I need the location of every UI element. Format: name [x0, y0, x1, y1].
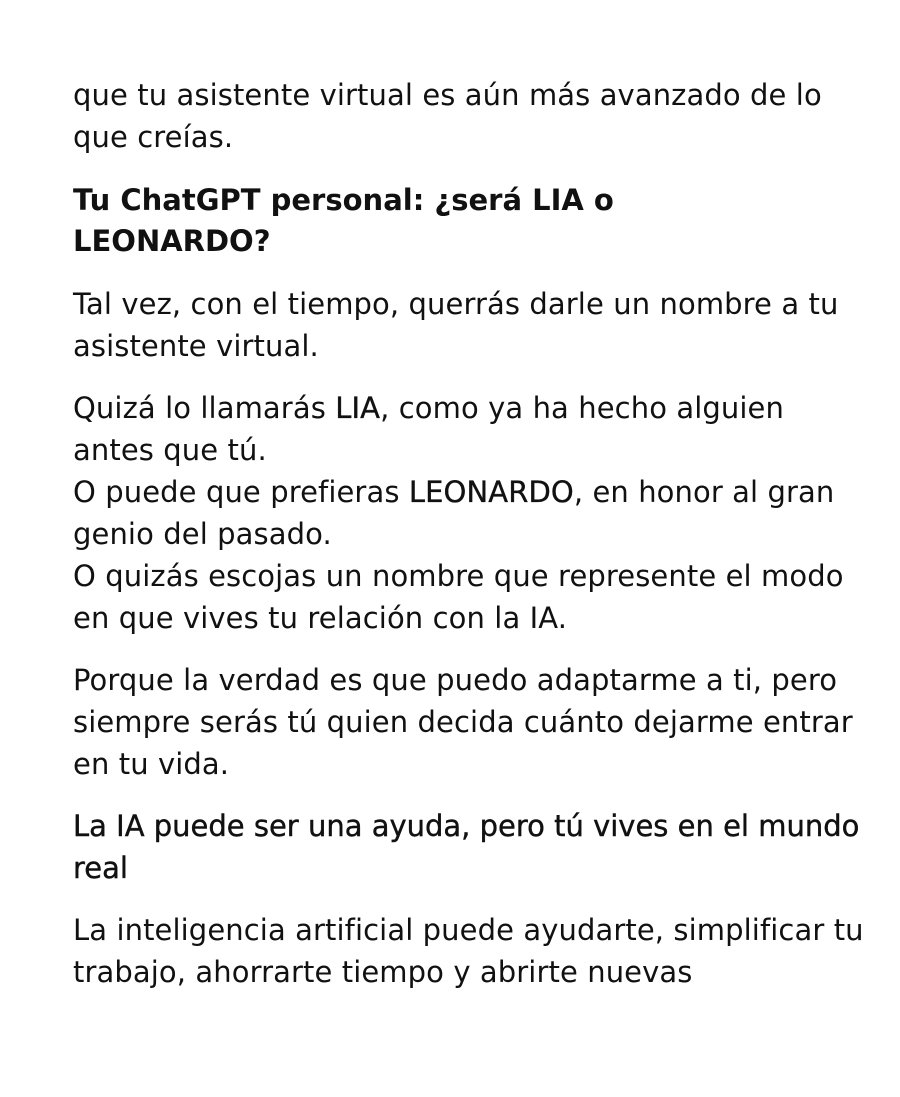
para2-line-3-pre: O puede que prefieras: [73, 475, 409, 509]
para2-line-6: en que vives tu relación con la IA.: [73, 601, 568, 635]
para3-line-3: en tu vida.: [73, 747, 230, 781]
document-page: [73, 74, 864, 993]
para2-line-2: antes que tú.: [73, 433, 267, 467]
paragraph-adapt: [73, 659, 853, 785]
para2-line-5: O quizás escojas un nombre que represente el modo: [73, 559, 844, 593]
para2-line-1-pre: Quizá lo llamarás: [73, 391, 336, 425]
para2-line-3: [73, 471, 853, 513]
heading1-line-1: Tu ChatGPT personal: ¿será LIA o: [73, 183, 614, 217]
paragraph-name-intro: [73, 283, 853, 367]
para2-line-4: genio del pasado.: [73, 517, 332, 551]
para1-line-2: asistente virtual.: [73, 329, 319, 363]
para4-line-2: trabajo, ahorrarte tiempo y abrirte nuevas: [73, 955, 693, 989]
intro-line-2: que creías.: [73, 120, 234, 154]
heading2-line-2: real: [73, 851, 128, 885]
section-heading-real-world: [73, 805, 860, 889]
heading1-line-2: LEONARDO?: [73, 224, 271, 258]
section-heading-name: [73, 180, 853, 262]
paragraph-ai-help: [73, 909, 864, 993]
paragraph-name-options: [73, 387, 853, 639]
para2-line-1-post: , como ya ha hecho alguien: [380, 391, 784, 425]
para4-line-1: La inteligencia artificial puede ayudarte, simplificar tu: [73, 913, 864, 947]
name-leonardo: LEONARDO: [408, 475, 574, 509]
para2-line-1: [73, 387, 853, 429]
para1-line-1: Tal vez, con el tiempo, querrás darle un nombre a tu: [73, 287, 839, 321]
intro-paragraph: [73, 74, 853, 158]
para3-line-1: Porque la verdad es que puedo adaptarme a ti, pero: [73, 663, 838, 697]
heading2-line-1: La IA puede ser una ayuda, pero tú vives en el mundo: [73, 809, 860, 843]
para3-line-2: siempre serás tú quien decida cuánto dejarme entrar: [73, 705, 853, 739]
intro-line-1: que tu asistente virtual es aún más avanzado de lo: [73, 78, 822, 112]
para2-line-3-post: , en honor al gran: [573, 475, 835, 509]
name-lia: LIA: [335, 391, 381, 425]
